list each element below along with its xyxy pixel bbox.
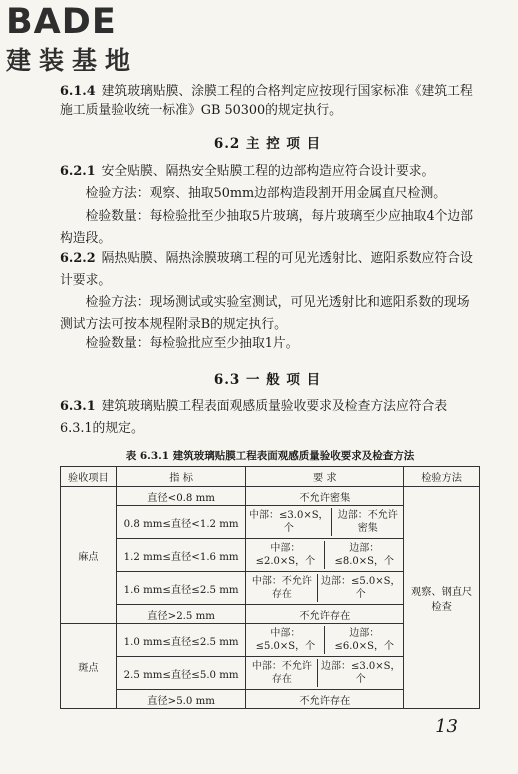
logo-wordmark: BADE <box>6 2 117 42</box>
clause-6-1-4 <box>60 82 475 120</box>
clause-6-2-2 <box>60 248 475 292</box>
table-caption: 表 6.3.1 建筑玻璃贴膜工程表面观感质量验收要求及检查方法 <box>125 450 415 462</box>
requirement-cell <box>246 657 404 690</box>
edge-requirement: 边部：不允许密集 <box>337 510 398 534</box>
center-requirement: 中部：≤2.0×S，个 <box>246 541 324 569</box>
inspection-method-6-2-2: 检验方法：现场测试或实验室测试，可见光透射比和遮阳系数的现场测试方法可按本规程附录B的规定执行。 <box>60 295 470 332</box>
requirement-cell <box>246 624 404 657</box>
indicator-cell: 直径>5.0 mm <box>116 690 246 709</box>
indicator-cell: 1.0 mm≤直径≤2.5 mm <box>116 624 246 657</box>
requirement-cell <box>246 572 404 605</box>
indicator-cell: 直径>2.5 mm <box>116 605 246 624</box>
table-header-row <box>61 467 480 487</box>
requirement-cell <box>246 506 404 539</box>
center-requirement: 中部：≤5.0×S，个 <box>246 626 324 654</box>
clause-number: 6.2.1 <box>60 164 96 179</box>
header-method: 检验方法 <box>404 467 480 487</box>
clause-number: 6.1.4 <box>60 84 96 99</box>
requirement-cell: 不允许存在 <box>246 605 404 624</box>
edge-requirement: 边部：≤6.0×S，个 <box>334 628 394 652</box>
requirement-cell: 不允许存在 <box>246 690 404 709</box>
requirement-cell <box>246 539 404 572</box>
inspection-quantity-6-2-1: 检验数量：每检验批至少抽取5片玻璃，每片玻璃至少应抽取4个边部构造段。 <box>60 209 473 246</box>
inspection-method-6-2-1: 检验方法：观察、抽取50mm边部构造段割开用金属直尺检测。 <box>85 186 447 201</box>
section-6-3-heading: 6.3 一 般 项 目 <box>213 372 322 388</box>
clause-number: 6.3.1 <box>60 399 96 414</box>
clause-number: 6.2.2 <box>60 251 96 266</box>
center-requirement: 中部：≤3.0×S，个 <box>246 508 331 536</box>
quality-table <box>60 466 480 709</box>
header-indicator: 指 标 <box>116 467 246 487</box>
indicator-cell: 1.6 mm≤直径≤2.5 mm <box>116 572 246 605</box>
group-pitting: 麻点 <box>61 487 117 624</box>
center-requirement: 中部：不允许存在 <box>246 659 317 687</box>
bade-logo <box>6 2 156 84</box>
clause-6-2-1 <box>60 162 475 181</box>
header-requirement: 要 求 <box>246 467 404 487</box>
clause-text: 隔热贴膜、隔热涂膜玻璃工程的可见光透射比、遮阳系数应符合设计要求。 <box>60 251 473 288</box>
edge-requirement: 边部：≤8.0×S，个 <box>334 543 394 567</box>
edge-requirement: 边部：≤3.0×S，个 <box>321 661 401 685</box>
clause-text: 建筑玻璃贴膜、涂膜工程的合格判定应按现行国家标准《建筑工程施工质量验收统一标准》GB 50300的规定执行。 <box>60 84 473 118</box>
indicator-cell: 直径<0.8 mm <box>116 487 246 506</box>
page-number: 13 <box>435 716 458 737</box>
table-row <box>61 487 480 506</box>
method-cell: 观察、钢直尺检查 <box>404 487 480 709</box>
clause-6-3-1 <box>60 396 475 440</box>
logo-chinese: 建装基地 <box>6 46 139 75</box>
group-spots: 斑点 <box>61 624 117 709</box>
header-item: 验收项目 <box>61 467 117 487</box>
section-6-2-heading: 6.2 主 控 项 目 <box>213 136 322 152</box>
clause-text: 安全贴膜、隔热安全贴膜工程的边部构造应符合设计要求。 <box>101 164 435 179</box>
clause-text: 建筑玻璃贴膜工程表面观感质量验收要求及检查方法应符合表6.3.1的规定。 <box>60 399 448 436</box>
inspection-quantity-6-2-2: 检验数量：每检验批应至少抽取1片。 <box>85 336 299 351</box>
indicator-cell: 0.8 mm≤直径<1.2 mm <box>116 506 246 539</box>
center-requirement: 中部：不允许存在 <box>246 574 317 602</box>
edge-requirement: 边部：≤5.0×S，个 <box>321 576 401 600</box>
requirement-cell: 不允许密集 <box>246 487 404 506</box>
indicator-cell: 2.5 mm≤直径≤5.0 mm <box>116 657 246 690</box>
indicator-cell: 1.2 mm≤直径<1.6 mm <box>116 539 246 572</box>
